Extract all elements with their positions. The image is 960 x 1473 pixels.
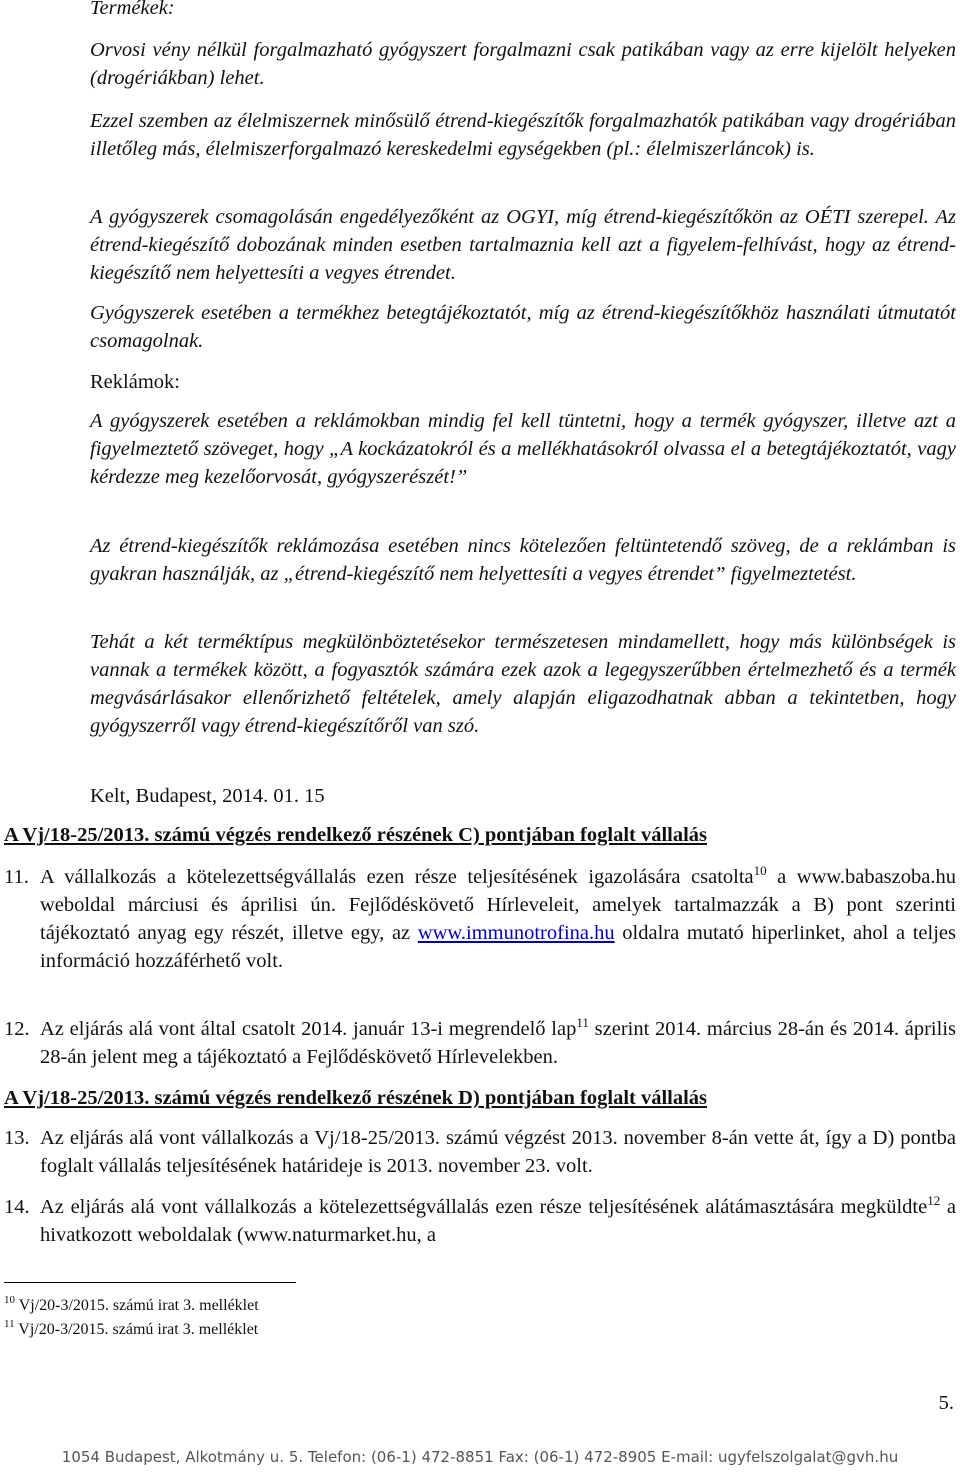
paragraph-prescription: Orvosi vény nélkül forgalmazható gyógyszert forgalmazni csak patikában vagy az erre kijelölt helyeken (drogériákban) lehet. — [90, 39, 956, 89]
item-number: 13. — [4, 1127, 30, 1149]
footnote-divider — [4, 1282, 296, 1283]
date-line: Kelt, Budapest, 2014. 01. 15 — [90, 785, 325, 807]
heading-point-d: A Vj/18-25/2013. számú végzés rendelkező részének D) pontjában foglalt vállalás — [4, 1087, 708, 1109]
item-text: Az eljárás alá vont vállalkozás a kötelezettségvállalás ezen része teljesítésének alátámasztására megküldte$^{12}$ a hivatkozott weboldalak (www.naturmarket.hu, a — [40, 1193, 957, 1246]
page-footer: 1054 Budapest, Alkotmány u. 5. Telefon: (06-1) 472-8851 Fax: (06-1) 472-8905 E-mail: ugyfelszolgalat@gvh.hu — [61, 1448, 899, 1466]
footnote-ref: 12 — [927, 1193, 941, 1208]
termekek-label: Termékek: — [90, 0, 175, 19]
list-item-14 — [4, 1193, 956, 1249]
item-text: Az eljárás alá vont vállalkozás a Vj/18-25/2013. számú végzést 2013. november 8-án vette át, így a D) pontba foglalt vállalás teljesítésének határideje is 2013. november 23. volt. — [40, 1127, 956, 1177]
paragraph-leaflet: Gyógyszerek esetében a termékhez betegtájékoztatót, míg az étrend-kiegészítőkhöz használati útmutatót csomagolnak. — [90, 302, 956, 352]
paragraph-distribution: Ezzel szemben az élelmiszernek minősülő étrend-kiegészítők forgalmazhatók patikában vagy drogériában illetőleg más, élelmiszerforgalmazó kereskedelmi egységekben (pl.: élelmiszerláncok) is. — [90, 110, 956, 160]
footnote-ref: 11 — [576, 1015, 589, 1030]
paragraph-drug-ads: A gyógyszerek esetében a reklámokban mindig fel kell tüntetni, hogy a termék gyógyszer, illetve azt a figyelmeztető szöveget, hogy „A kockázatokról és a mellékhatásokról olvassa el a betegtájékoztatót, vagy kérdezze meg kezelőorvosát, gyógyszerészét!” — [90, 410, 956, 488]
item-number: 12. — [4, 1018, 30, 1040]
reklamok-label: Reklámok: — [90, 371, 180, 393]
item-number: 11. — [4, 866, 29, 888]
footnote-11: $^{11}$ Vj/20-3/2015. számú irat 3. melléklet — [4, 1318, 259, 1338]
item-number: 14. — [4, 1196, 30, 1218]
list-item-12 — [4, 1015, 956, 1071]
list-item-11 — [4, 863, 956, 975]
footnote-10: $^{10}$ Vj/20-3/2015. számú irat 3. melléklet — [4, 1294, 259, 1314]
item-text: A vállalkozás a kötelezettségvállalás ezen része teljesítésének igazolására csatolta$^{10}$ a www.babaszoba.hu weboldal márciusi és áprilisi ún. Fejlődéskövető Hírleveleit, amelyek tartalmazzák a B) pont szerinti tájékoztató anyag egy részét, illetve egy, az www.immunotrofina.hu oldalra mutató hiperlinket, ahol a teljes információ hozzáférhető volt. — [40, 863, 956, 972]
immunotrofina-link[interactable]: www.immunotrofina.hu — [417, 922, 615, 944]
item-text: Az eljárás alá vont által csatolt 2014. január 13-i megrendelő lap$^{11}$ szerint 2014. március 28-án és 2014. április 28-án jelent meg a tájékoztató a Fejlődéskövető Hírlevelekben. — [40, 1015, 956, 1068]
paragraph-summary: Tehát a két terméktípus megkülönböztetésekor természetesen mindamellett, hogy más különbségek is vannak a termékek között, a fogyasztók számára ezek azok a legegyszerűbben értelmezhető és a termék megvásárlásakor ellenőrizhető feltételek, amely alapján eligazodhatnak abban a tekintetben, hogy gyógyszerről vagy étrend-kiegészítőről van szó. — [90, 631, 956, 737]
list-item-13 — [4, 1124, 956, 1180]
paragraph-packaging: A gyógyszerek csomagolásán engedélyezőként az OGYI, míg étrend-kiegészítőkön az OÉTI szerepel. Az étrend-kiegészítő dobozának minden esetben tartalmaznia kell azt a figyelem-felhívást, hogy az étrend-kiegészítő nem helyettesíti a vegyes étrendet. — [90, 206, 956, 284]
footnote-ref: 10 — [753, 863, 767, 878]
heading-point-c: A Vj/18-25/2013. számú végzés rendelkező részének C) pontjában foglalt vállalás — [4, 824, 708, 846]
page-number: 5. — [938, 1392, 954, 1414]
paragraph-supplement-ads: Az étrend-kiegészítők reklámozása esetében nincs kötelezően feltüntetendő szöveg, de a reklámban is gyakran használják, az „étrend-kiegészítő nem helyettesíti a vegyes étrendet” figyelmeztetést. — [90, 535, 956, 585]
